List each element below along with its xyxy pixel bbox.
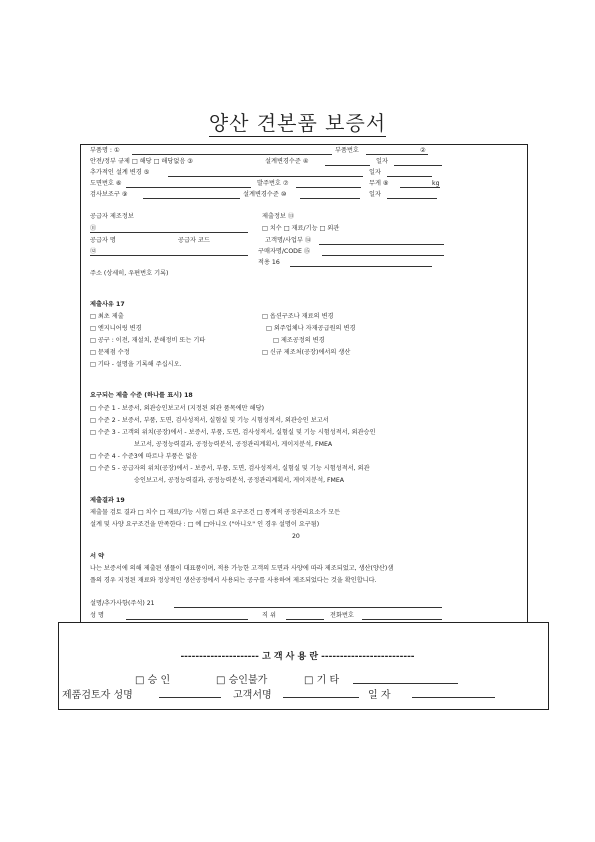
reason-engineering[interactable]: □ 엔지니어링 변경	[90, 325, 142, 332]
name-field[interactable]	[126, 619, 248, 620]
phone-label: 전화번호	[330, 612, 354, 619]
part-name-label: 부품명 : ①	[90, 147, 120, 154]
order-no-field[interactable]	[296, 187, 361, 188]
regulation-label: 안전/정부 규제 □ 해당 □ 해당없음 ③	[90, 158, 193, 165]
customer-sign-field[interactable]	[283, 697, 359, 698]
reviewer-field[interactable]	[159, 697, 221, 698]
customer-division-label: 고객명/사업부 ⑭	[265, 237, 312, 244]
reason-correction[interactable]: □ 문제점 수정	[90, 349, 130, 356]
design-change-field[interactable]	[325, 165, 370, 166]
position-label: 직 위	[262, 612, 276, 619]
position-field[interactable]	[286, 619, 324, 620]
result-mark: 20	[292, 533, 300, 540]
approve-option[interactable]: □ 승 인	[135, 675, 171, 686]
level-5-cont: 승인보고서, 공정능력결과, 공정능력분석, 공정관리계획서, 게이지분석, FMEA	[134, 477, 345, 484]
date1-field[interactable]	[394, 165, 442, 166]
name-label: 성 명	[90, 612, 104, 619]
level-3-cont: 보고서, 공정능력결과, 공정능력분석, 공정관리계획서, 게이지분석, FMEA	[134, 441, 333, 448]
supplier-name-label: 공급자 명	[90, 237, 116, 244]
customer-date-label: 일 자	[368, 690, 391, 701]
add-design-change-label: 추가적인 설계 변경 ⑤	[90, 169, 150, 176]
buyer-code-label: 구매자명/CODE ⑮	[258, 248, 311, 255]
note-field[interactable]	[174, 607, 442, 608]
level-5[interactable]: □ 수준 5 - 공급자의 위치(공장)에서 - 보증서, 부품, 도면, 검사성적서, 실험실 및 기능 시험성적서, 외관	[90, 465, 370, 472]
customer-date-field[interactable]	[412, 697, 495, 698]
part-no-field[interactable]	[366, 154, 428, 155]
reason-new-site[interactable]: □ 신규 제조처(공장)에서의 생산	[262, 349, 351, 356]
reason-process-change[interactable]: □ 제조공정의 변경	[273, 337, 325, 344]
date2-label: 일자	[369, 169, 381, 176]
level-4[interactable]: □ 수준 4 - 수준3에 따르나 부품은 없음	[90, 453, 198, 460]
mfg-info-label: 공급자 제조정보	[90, 213, 134, 220]
note-label: 설명/추가사항(주석) 21	[90, 600, 155, 607]
result-heading: 제출결과 19	[90, 497, 125, 504]
pledge-heading: 서 약	[90, 553, 105, 560]
customer-division-field[interactable]	[319, 244, 444, 245]
address-label: 주소 (상세히, 우편번호 기록)	[90, 270, 169, 277]
apply-field[interactable]	[290, 266, 432, 267]
buyer-code-field[interactable]	[322, 255, 444, 256]
customer-use-heading: --------------------- 고 객 사 용 란 -------------------------	[180, 652, 415, 662]
drawing-no-field[interactable]	[126, 187, 251, 188]
inspect-aid-field[interactable]	[143, 198, 240, 199]
document-title: 양산 견본품 보증서	[208, 111, 387, 135]
phone-field[interactable]	[362, 619, 442, 620]
weight-label: 무게 ⑧	[369, 180, 389, 187]
other-option[interactable]: □ 기 타	[304, 675, 340, 686]
result-line-1[interactable]: 제출물 검토 결과 □ 치수 □ 재료/기능 시험 □ 외관 요구조건 □ 통계적 공정관리요소가 모든	[90, 509, 341, 516]
reason-tooling[interactable]: □ 공구 : 이전, 재설치, 분해정비 또는 기타	[90, 337, 206, 344]
date2-field[interactable]	[387, 176, 432, 177]
design-level-field[interactable]	[300, 198, 360, 199]
date3-label: 일자	[369, 191, 381, 198]
design-change-label: 설계변경수준 ④	[265, 158, 309, 165]
result-line-2[interactable]: 설계 및 사양 요구조건을 만족한다 : □ 예 □아니오 ("아니오" 인 경우 설명이 요구됨)	[90, 521, 320, 528]
part-name-field[interactable]	[132, 154, 332, 155]
inspect-aid-label: 검사보조구 ⑨	[90, 191, 128, 198]
level-2[interactable]: □ 수준 2 - 보증서, 부품, 도면, 검사성적서, 실험실 및 기능 시험성적서, 외관승인 보고서	[90, 417, 329, 424]
mfg-info-field[interactable]	[90, 232, 248, 233]
part-no-mark: ②	[420, 147, 426, 154]
reviewer-label: 제품검토자 성명	[62, 690, 133, 701]
reason-heading: 제출사유 17	[90, 301, 125, 308]
reason-source-change[interactable]: □ 외주업체나 자재공급원의 변경	[266, 325, 356, 332]
reason-initial[interactable]: □ 최초 제출	[90, 313, 124, 320]
supplier-name-field[interactable]	[90, 255, 248, 256]
mfg-mark: ⑪	[90, 225, 97, 232]
part-no-label: 부품번호	[335, 147, 359, 154]
pledge-line-1: 나는 보증서에 의해 제출된 샘플이 대표품이며, 적용 가능한 고객의 도면과 사양에 따라 제조되었고, 생산(양산)샘	[90, 565, 394, 572]
reject-option[interactable]: □ 승인불가	[216, 675, 268, 686]
drawing-no-label: 도면번호 ⑥	[90, 180, 122, 187]
apply-label: 적용 16	[258, 259, 280, 266]
other-field[interactable]	[353, 683, 458, 684]
order-no-label: 발주번호 ⑦	[257, 180, 289, 187]
reason-other[interactable]: □ 기타 - 설명을 기록해 주십시오.	[90, 361, 182, 368]
reason-option-change[interactable]: □ 옵션구조나 재료의 변경	[262, 313, 334, 320]
design-level-label: 설계변경수준 ⑩	[243, 191, 287, 198]
customer-sign-label: 고객서명	[233, 690, 272, 701]
level-1[interactable]: □ 수준 1 - 보증서, 외관승인보고서 (지정된 외관 품목에만 해당)	[90, 405, 264, 412]
level-3[interactable]: □ 수준 3 - 고객의 위치(공장)에서 - 보증서, 부품, 도면, 검사성적서, 실험실 및 기능 시험성적서, 외관승인	[90, 429, 376, 436]
submit-info-label: 제출정보 ⑬	[262, 213, 295, 220]
date1-label: 일자	[376, 158, 388, 165]
date3-field[interactable]	[387, 198, 437, 199]
add-design-change-field[interactable]	[168, 176, 363, 177]
submit-options[interactable]: □ 치수 □ 재료/기능 □ 외관	[262, 225, 340, 232]
weight-unit: kg	[432, 180, 440, 187]
warrant-form-frame	[80, 144, 528, 623]
pledge-line-2: 플의 경우 지정된 재료와 정상적인 생산공정에서 사용되는 공구를 사용하여 제조되었다는 것을 확인합니다.	[90, 577, 377, 584]
level-heading: 요구되는 제출 수준 (하나를 표시) 18	[90, 392, 193, 399]
address-mark: ⑫	[90, 248, 97, 255]
supplier-code-label: 공급자 코드	[178, 237, 210, 244]
